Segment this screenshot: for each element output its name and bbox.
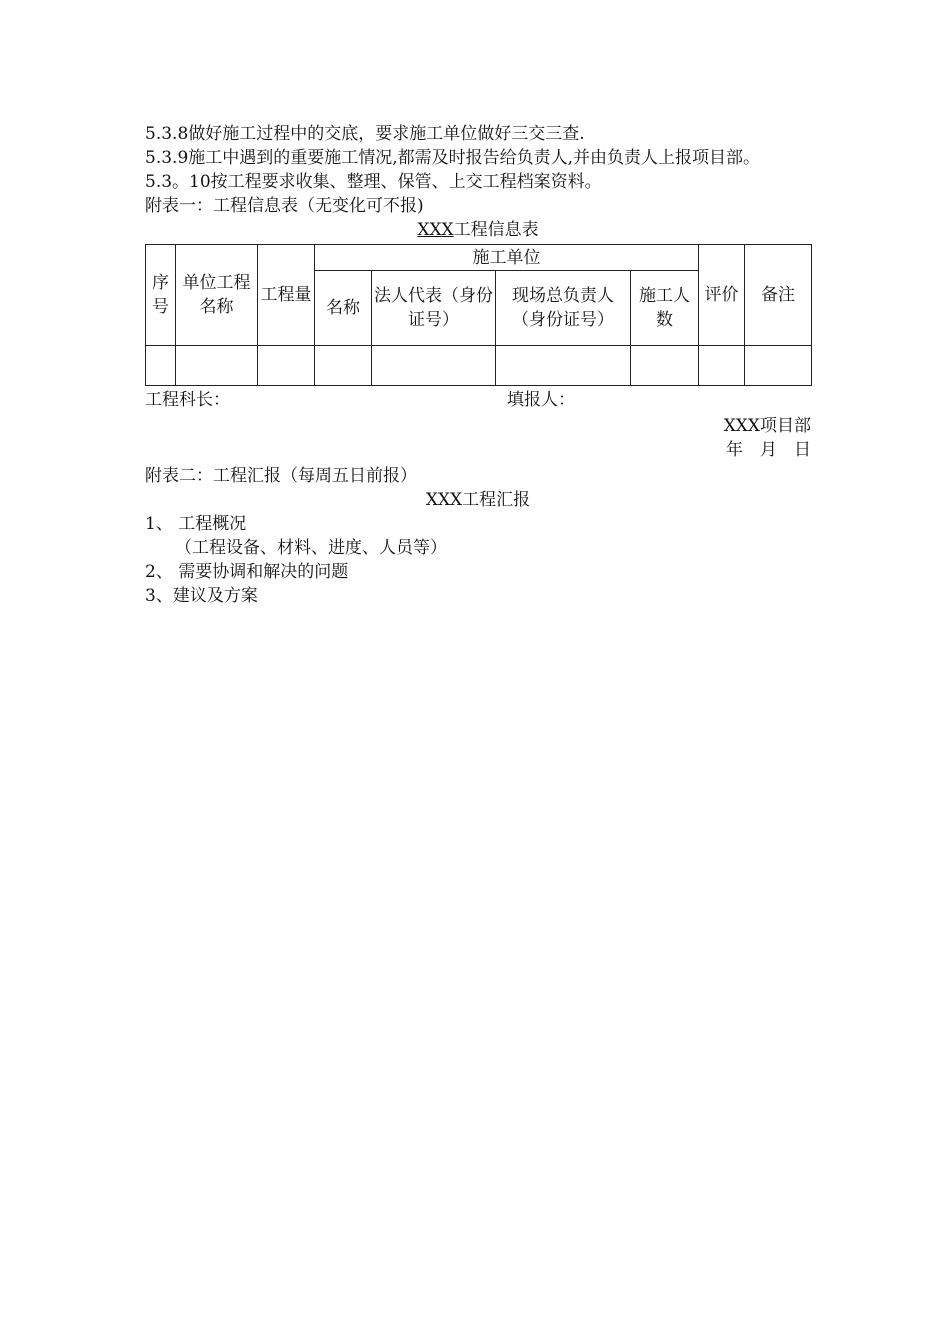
report-item-1: 1、 工程概况 — [145, 514, 247, 534]
header-quantity: 工程量 — [258, 245, 315, 346]
header-remarks: 备注 — [745, 245, 812, 346]
paragraph-5-3-8: 5.3.8做好施工过程中的交底，要求施工单位做好三交三查. — [145, 124, 585, 144]
date-line: 年 月 日 — [726, 440, 811, 460]
table-cell — [146, 346, 176, 386]
header-contractor: 施工单位 — [315, 245, 699, 271]
table-cell — [496, 346, 631, 386]
header-name: 名称 — [315, 271, 372, 346]
project-info-table — [145, 244, 812, 386]
table-cell — [631, 346, 699, 386]
table-cell — [258, 346, 315, 386]
signature-line — [145, 388, 811, 414]
attachment1-title — [145, 218, 811, 242]
header-evaluation: 评价 — [699, 245, 745, 346]
attachment1-heading: 附表一：工程信息表（无变化可不报) — [145, 196, 424, 216]
table-cell — [745, 346, 812, 386]
project-dept: XXX项目部 — [723, 416, 811, 436]
table-row — [146, 346, 812, 386]
table-cell — [372, 346, 496, 386]
signature-reporter: 填报人： — [507, 390, 575, 410]
header-seq: 序号 — [146, 245, 176, 346]
table-cell — [176, 346, 258, 386]
title-prefix: XXX — [417, 220, 454, 240]
attachment2-heading: 附表二：工程汇报（每周五日前报） — [145, 466, 417, 486]
paragraph-5-3-9: 5.3.9施工中遇到的重要施工情况,都需及时报告给负责人,并由负责人上报项目部。 — [145, 148, 761, 168]
document-page — [145, 122, 811, 608]
header-unit-name: 单位工程名称 — [176, 245, 258, 346]
header-workers: 施工人数 — [631, 271, 699, 346]
header-site-manager: 现场总负责人（身份证号） — [496, 271, 631, 346]
header-legal-rep: 法人代表（身份证号） — [372, 271, 496, 346]
paragraph-5-3-10: 5.3。10按工程要求收集、整理、保管、上交工程档案资料。 — [145, 172, 602, 192]
attachment2-title: XXX工程汇报 — [425, 490, 531, 510]
report-item-3: 3、建议及方案 — [145, 586, 258, 606]
table-cell — [315, 346, 372, 386]
report-item-1-detail: （工程设备、材料、进度、人员等） — [175, 538, 447, 558]
report-item-2: 2、 需要协调和解决的问题 — [145, 562, 349, 582]
title-rest: 工程信息表 — [453, 220, 539, 240]
signature-chief: 工程科长： — [145, 390, 230, 410]
table-cell — [699, 346, 745, 386]
